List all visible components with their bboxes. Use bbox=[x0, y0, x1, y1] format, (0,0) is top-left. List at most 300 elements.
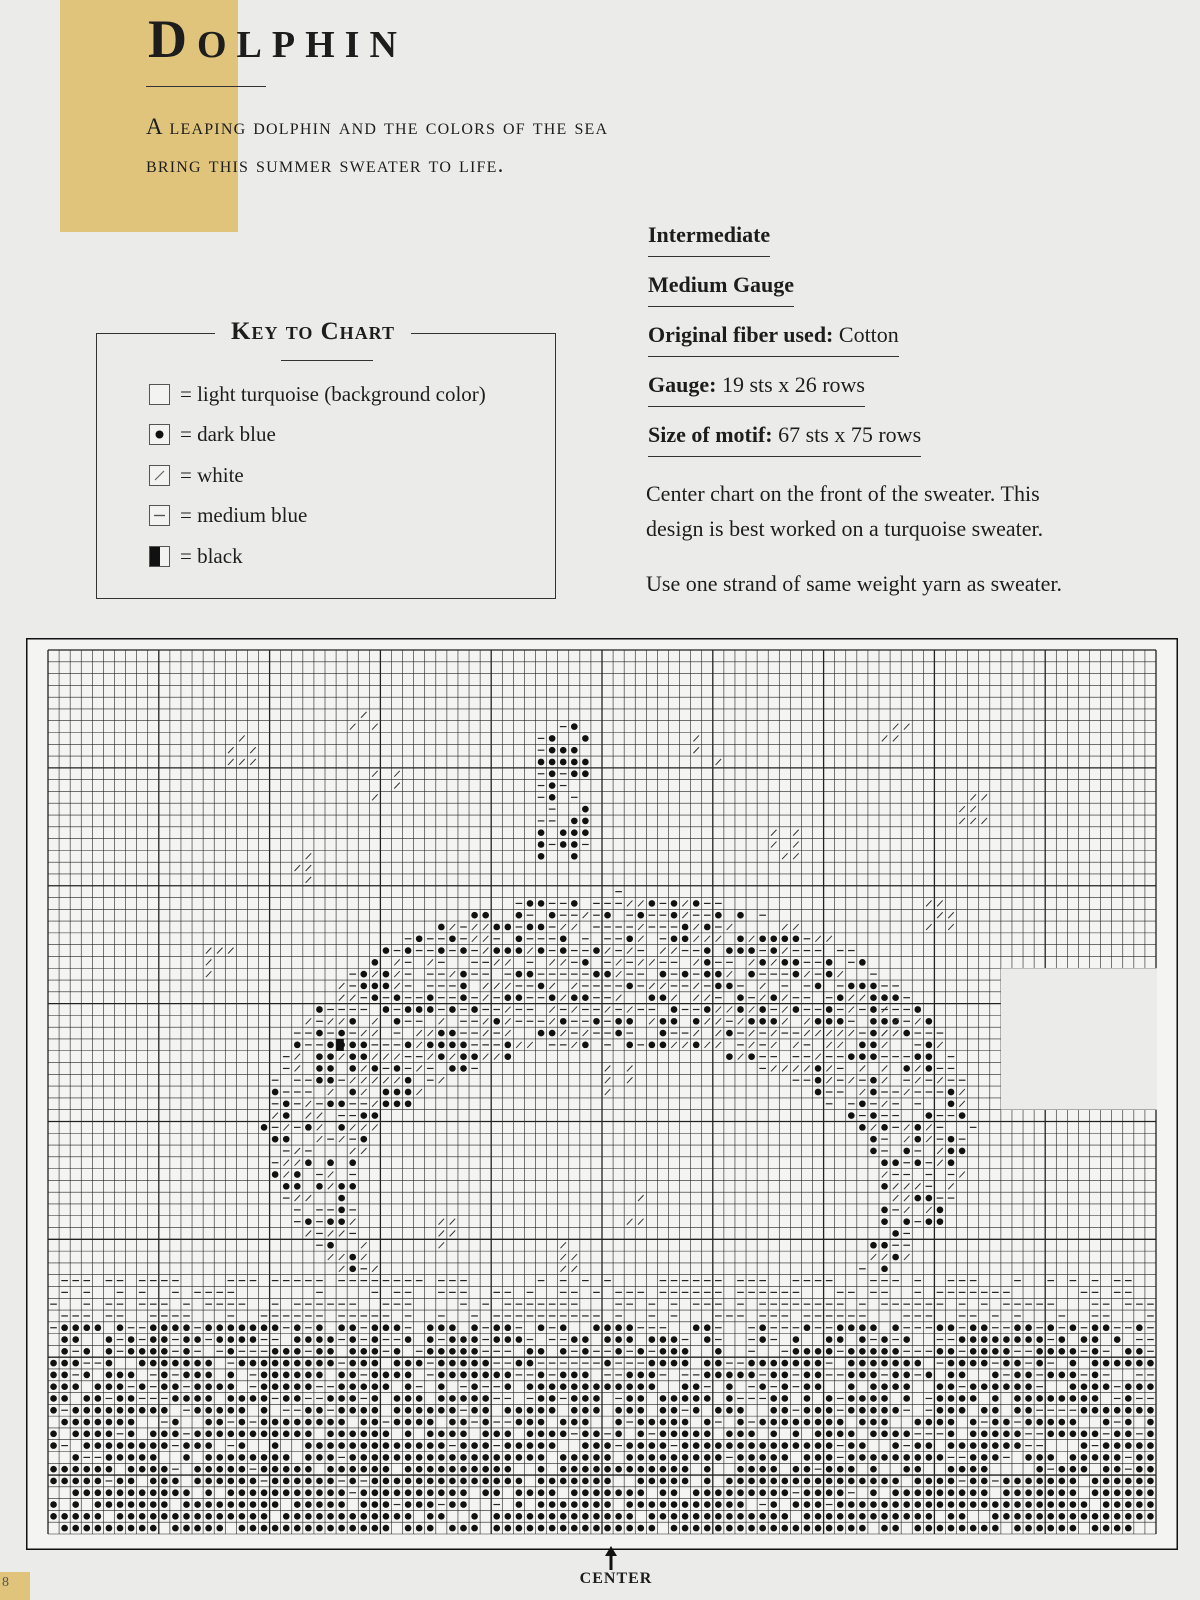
stitch-dark-blue bbox=[471, 1407, 478, 1414]
stitch-dark-blue bbox=[859, 1053, 866, 1060]
stitch-dark-blue bbox=[460, 1360, 467, 1367]
stitch-dark-blue bbox=[770, 1018, 777, 1025]
stitch-dark-blue bbox=[161, 1442, 168, 1449]
stitch-dark-blue bbox=[948, 1148, 955, 1155]
stitch-dark-blue bbox=[261, 1383, 268, 1390]
stitch-dark-blue bbox=[704, 1454, 711, 1461]
stitch-dark-blue bbox=[926, 1053, 933, 1060]
stitch-dark-blue bbox=[881, 1419, 888, 1426]
stitch-dark-blue bbox=[571, 1501, 578, 1508]
stitch-dark-blue bbox=[471, 1372, 478, 1379]
stitch-dark-blue bbox=[1147, 1442, 1154, 1449]
stitch-dark-blue bbox=[272, 1136, 279, 1143]
stitch-dark-blue bbox=[571, 818, 578, 825]
stitch-dark-blue bbox=[937, 1419, 944, 1426]
stitch-dark-blue bbox=[227, 1454, 234, 1461]
stitch-dark-blue bbox=[1014, 1336, 1021, 1343]
stitch-dark-blue bbox=[715, 1525, 722, 1532]
stitch-dark-blue bbox=[327, 1489, 334, 1496]
stitch-dark-blue bbox=[316, 1360, 323, 1367]
stitch-dark-blue bbox=[150, 1348, 157, 1355]
stitch-dark-blue bbox=[106, 1501, 113, 1508]
stitch-dark-blue bbox=[781, 935, 788, 942]
stitch-dark-blue bbox=[261, 1466, 268, 1473]
stitch-dark-blue bbox=[671, 1501, 678, 1508]
stitch-dark-blue bbox=[1136, 1407, 1143, 1414]
stitch-dark-blue bbox=[649, 1042, 656, 1049]
stitch-dark-blue bbox=[272, 1419, 279, 1426]
stitch-dark-blue bbox=[770, 1525, 777, 1532]
stitch-dark-blue bbox=[914, 1489, 921, 1496]
stitch-dark-blue bbox=[948, 1324, 955, 1331]
stitch-dark-blue bbox=[848, 1466, 855, 1473]
stitch-dark-blue bbox=[327, 1525, 334, 1532]
stitch-dark-blue bbox=[804, 1466, 811, 1473]
stitch-dark-blue bbox=[305, 1419, 312, 1426]
stitch-dark-blue bbox=[770, 994, 777, 1001]
stitch-dark-blue bbox=[815, 1442, 822, 1449]
stitch-dark-blue bbox=[848, 1360, 855, 1367]
stitch-dark-blue bbox=[571, 770, 578, 777]
stitch-dark-blue bbox=[327, 1218, 334, 1225]
stitch-dark-blue bbox=[283, 1383, 290, 1390]
stitch-dark-blue bbox=[626, 1395, 633, 1402]
stitch-dark-blue bbox=[892, 1442, 899, 1449]
stitch-dark-blue bbox=[405, 1006, 412, 1013]
stitch-dark-blue bbox=[128, 1407, 135, 1414]
stitch-dark-blue bbox=[504, 1324, 511, 1331]
stitch-dark-blue bbox=[316, 1065, 323, 1072]
stitch-dark-blue bbox=[61, 1383, 68, 1390]
stitch-dark-blue bbox=[970, 1525, 977, 1532]
stitch-dark-blue bbox=[527, 1513, 534, 1520]
stitch-dark-blue bbox=[449, 1466, 456, 1473]
stitch-dark-blue bbox=[1092, 1407, 1099, 1414]
stitch-dark-blue bbox=[427, 1006, 434, 1013]
stitch-dark-blue bbox=[571, 1395, 578, 1402]
stitch-dark-blue bbox=[571, 853, 578, 860]
stitch-dark-blue bbox=[117, 1395, 124, 1402]
stitch-dark-blue bbox=[826, 1442, 833, 1449]
stitch-dark-blue bbox=[748, 1478, 755, 1485]
stitch-dark-blue bbox=[837, 1430, 844, 1437]
stitch-dark-blue bbox=[95, 1478, 102, 1485]
stitch-dark-blue bbox=[227, 1430, 234, 1437]
stitch-dark-blue bbox=[726, 983, 733, 990]
stitch-dark-blue bbox=[316, 1513, 323, 1520]
stitch-dark-blue bbox=[1047, 1419, 1054, 1426]
stitch-dark-blue bbox=[438, 1053, 445, 1060]
stitch-dark-blue bbox=[449, 1501, 456, 1508]
stitch-dark-blue bbox=[95, 1324, 102, 1331]
stitch-dark-blue bbox=[881, 1183, 888, 1190]
stitch-dark-blue bbox=[405, 1478, 412, 1485]
stitch-dark-blue bbox=[405, 1513, 412, 1520]
stitch-dark-blue bbox=[1092, 1489, 1099, 1496]
stitch-dark-blue bbox=[372, 1112, 379, 1119]
stitch-dark-blue bbox=[626, 1454, 633, 1461]
stitch-dark-blue bbox=[1025, 1525, 1032, 1532]
stitch-dark-blue bbox=[327, 1053, 334, 1060]
stitch-dark-blue bbox=[948, 1525, 955, 1532]
stitch-dark-blue bbox=[1070, 1348, 1077, 1355]
stitch-dark-blue bbox=[649, 1360, 656, 1367]
spec-fiber-value: Cotton bbox=[838, 322, 899, 347]
stitch-dark-blue bbox=[1047, 1513, 1054, 1520]
stitch-dark-blue bbox=[261, 1454, 268, 1461]
stitch-dark-blue bbox=[1070, 1525, 1077, 1532]
stitch-dark-blue bbox=[1003, 1348, 1010, 1355]
stitch-dark-blue bbox=[649, 994, 656, 1001]
stitch-dark-blue bbox=[349, 1336, 356, 1343]
stitch-dark-blue bbox=[804, 1525, 811, 1532]
stitch-dark-blue bbox=[859, 1513, 866, 1520]
stitch-dark-blue bbox=[72, 1407, 79, 1414]
stitch-dark-blue bbox=[1014, 1442, 1021, 1449]
stitch-dark-blue bbox=[504, 1478, 511, 1485]
stitch-dark-blue bbox=[194, 1430, 201, 1437]
stitch-dark-blue bbox=[460, 971, 467, 978]
stitch-dark-blue bbox=[671, 935, 678, 942]
stitch-dark-blue bbox=[870, 1501, 877, 1508]
stitch-dark-blue bbox=[261, 1489, 268, 1496]
stitch-dark-blue bbox=[1003, 1336, 1010, 1343]
stitch-dark-blue bbox=[781, 1442, 788, 1449]
stitch-dark-blue bbox=[1058, 1478, 1065, 1485]
stitch-dark-blue bbox=[283, 1513, 290, 1520]
stitch-dark-blue bbox=[959, 1501, 966, 1508]
stitch-dark-blue bbox=[970, 1489, 977, 1496]
stitch-dark-blue bbox=[660, 1442, 667, 1449]
stitch-dark-blue bbox=[227, 1466, 234, 1473]
stitch-dark-blue bbox=[394, 1360, 401, 1367]
stitch-dark-blue bbox=[239, 1466, 246, 1473]
spec-motif-label: Size of motif: bbox=[648, 422, 773, 447]
stitch-dark-blue bbox=[837, 1324, 844, 1331]
stitch-dark-blue bbox=[693, 1324, 700, 1331]
stitch-dark-blue bbox=[161, 1372, 168, 1379]
stitch-dark-blue bbox=[316, 1407, 323, 1414]
stitch-dark-blue bbox=[759, 1442, 766, 1449]
stitch-dark-blue bbox=[1070, 1466, 1077, 1473]
stitch-dark-blue bbox=[926, 1218, 933, 1225]
stitch-dark-blue bbox=[815, 1383, 822, 1390]
stitch-dark-blue bbox=[948, 1513, 955, 1520]
stitch-dark-blue bbox=[194, 1525, 201, 1532]
stitch-dark-blue bbox=[1014, 1513, 1021, 1520]
stitch-dark-blue bbox=[106, 1489, 113, 1496]
stitch-dark-blue bbox=[992, 1419, 999, 1426]
stitch-dark-blue bbox=[937, 1218, 944, 1225]
stitch-dark-blue bbox=[1047, 1348, 1054, 1355]
stitch-dark-blue bbox=[737, 1478, 744, 1485]
stitch-dark-blue bbox=[72, 1489, 79, 1496]
stitch-dark-blue bbox=[250, 1454, 257, 1461]
stitch-dark-blue bbox=[737, 1489, 744, 1496]
stitch-dark-blue bbox=[216, 1466, 223, 1473]
stitch-dark-blue bbox=[914, 1501, 921, 1508]
stitch-dark-blue bbox=[460, 1489, 467, 1496]
stitch-dark-blue bbox=[693, 1430, 700, 1437]
stitch-dark-blue bbox=[759, 1478, 766, 1485]
stitch-dark-blue bbox=[826, 1407, 833, 1414]
stitch-dark-blue bbox=[504, 1383, 511, 1390]
stitch-dark-blue bbox=[482, 1478, 489, 1485]
stitch-dark-blue bbox=[372, 1478, 379, 1485]
stitch-dark-blue bbox=[615, 1324, 622, 1331]
stitch-dark-blue bbox=[527, 1430, 534, 1437]
stitch-dark-blue bbox=[482, 1466, 489, 1473]
stitch-dark-blue bbox=[294, 1513, 301, 1520]
stitch-dark-blue bbox=[781, 1360, 788, 1367]
stitch-dark-blue bbox=[493, 1372, 500, 1379]
stitch-dark-blue bbox=[1058, 1336, 1065, 1343]
stitch-dark-blue bbox=[737, 1006, 744, 1013]
stitch-dark-blue bbox=[593, 1395, 600, 1402]
stitch-dark-blue bbox=[970, 1430, 977, 1437]
stitch-dark-blue bbox=[781, 1372, 788, 1379]
blank-square-icon bbox=[149, 384, 170, 405]
stitch-dark-blue bbox=[837, 1489, 844, 1496]
stitch-dark-blue bbox=[150, 1513, 157, 1520]
stitch-dark-blue bbox=[604, 1501, 611, 1508]
stitch-dark-blue bbox=[239, 1525, 246, 1532]
stitch-dark-blue bbox=[804, 1383, 811, 1390]
stitch-dark-blue bbox=[715, 1489, 722, 1496]
stitch-dark-blue bbox=[128, 1501, 135, 1508]
stitch-dark-blue bbox=[571, 1478, 578, 1485]
stitch-dark-blue bbox=[183, 1324, 190, 1331]
stitch-dark-blue bbox=[571, 723, 578, 730]
stitch-dark-blue bbox=[1003, 1489, 1010, 1496]
stitch-dark-blue bbox=[781, 1395, 788, 1402]
stitch-dark-blue bbox=[272, 1383, 279, 1390]
stitch-dark-blue bbox=[161, 1489, 168, 1496]
stitch-dark-blue bbox=[349, 1466, 356, 1473]
stitch-dark-blue bbox=[715, 1454, 722, 1461]
stitch-dark-blue bbox=[748, 1489, 755, 1496]
stitch-dark-blue bbox=[305, 1489, 312, 1496]
stitch-dark-blue bbox=[394, 1372, 401, 1379]
stitch-dark-blue bbox=[471, 1466, 478, 1473]
stitch-dark-blue bbox=[1147, 1454, 1154, 1461]
stitch-dark-blue bbox=[549, 1489, 556, 1496]
stitch-dark-blue bbox=[493, 1478, 500, 1485]
stitch-dark-blue bbox=[604, 1383, 611, 1390]
stitch-dark-blue bbox=[327, 1077, 334, 1084]
stitch-dark-blue bbox=[261, 1430, 268, 1437]
stitch-dark-blue bbox=[1058, 1525, 1065, 1532]
stitch-dark-blue bbox=[992, 1454, 999, 1461]
stitch-dark-blue bbox=[770, 1430, 777, 1437]
stitch-dark-blue bbox=[671, 1489, 678, 1496]
stitch-dark-blue bbox=[626, 935, 633, 942]
stitch-dark-blue bbox=[793, 971, 800, 978]
stitch-dark-blue bbox=[527, 1419, 534, 1426]
stitch-dark-blue bbox=[117, 1489, 124, 1496]
stitch-dark-blue bbox=[914, 1454, 921, 1461]
stitch-dark-blue bbox=[759, 1324, 766, 1331]
stitch-dark-blue bbox=[305, 1124, 312, 1131]
stitch-dark-blue bbox=[139, 1525, 146, 1532]
stitch-dark-blue bbox=[660, 1395, 667, 1402]
stitch-dark-blue bbox=[106, 1442, 113, 1449]
stitch-dark-blue bbox=[516, 1489, 523, 1496]
stitch-dark-blue bbox=[1103, 1360, 1110, 1367]
stitch-dark-blue bbox=[106, 1466, 113, 1473]
stitch-dark-blue bbox=[272, 1489, 279, 1496]
stitch-dark-blue bbox=[95, 1466, 102, 1473]
stitch-dark-blue bbox=[1058, 1372, 1065, 1379]
stitch-dark-blue bbox=[294, 1324, 301, 1331]
stitch-dark-blue bbox=[405, 1383, 412, 1390]
stitch-dark-blue bbox=[826, 1454, 833, 1461]
stitch-dark-blue bbox=[793, 1501, 800, 1508]
stitch-dark-blue bbox=[781, 1454, 788, 1461]
stitch-dark-blue bbox=[139, 1466, 146, 1473]
stitch-dark-blue bbox=[959, 1407, 966, 1414]
stitch-dark-blue bbox=[83, 1513, 90, 1520]
stitch-dark-blue bbox=[227, 1324, 234, 1331]
stitch-dark-blue bbox=[660, 1348, 667, 1355]
stitch-dark-blue bbox=[715, 1360, 722, 1367]
stitch-dark-blue bbox=[948, 1430, 955, 1437]
stitch-dark-blue bbox=[205, 1372, 212, 1379]
stitch-dark-blue bbox=[205, 1383, 212, 1390]
stitch-dark-blue bbox=[327, 1430, 334, 1437]
stitch-dark-blue bbox=[560, 1348, 567, 1355]
stitch-dark-blue bbox=[914, 1466, 921, 1473]
stitch-dark-blue bbox=[682, 1348, 689, 1355]
stitch-dark-blue bbox=[914, 1124, 921, 1131]
stitch-dark-blue bbox=[283, 1489, 290, 1496]
stitch-dark-blue bbox=[372, 959, 379, 966]
stitch-dark-blue bbox=[1136, 1442, 1143, 1449]
stitch-dark-blue bbox=[1003, 1430, 1010, 1437]
stitch-dark-blue bbox=[72, 1466, 79, 1473]
stitch-dark-blue bbox=[582, 1442, 589, 1449]
stitch-dark-blue bbox=[438, 1383, 445, 1390]
stitch-dark-blue bbox=[870, 1112, 877, 1119]
stitch-dark-blue bbox=[61, 1395, 68, 1402]
stitch-dark-blue bbox=[261, 1124, 268, 1131]
stitch-dark-blue bbox=[394, 1018, 401, 1025]
stitch-dark-blue bbox=[571, 1454, 578, 1461]
stitch-dark-blue bbox=[1036, 1513, 1043, 1520]
stitch-dark-blue bbox=[660, 994, 667, 1001]
stitch-dark-blue bbox=[394, 994, 401, 1001]
stitch-dark-blue bbox=[106, 1454, 113, 1461]
stitch-dark-blue bbox=[516, 1454, 523, 1461]
stitch-dark-blue bbox=[216, 1336, 223, 1343]
stitch-dark-blue bbox=[671, 1336, 678, 1343]
stitch-dark-blue bbox=[1047, 1525, 1054, 1532]
chart-key-list bbox=[149, 374, 486, 577]
stitch-dark-blue bbox=[881, 994, 888, 1001]
stitch-dark-blue bbox=[516, 1513, 523, 1520]
stitch-dark-blue bbox=[926, 1065, 933, 1072]
stitch-dark-blue bbox=[194, 1466, 201, 1473]
stitch-dark-blue bbox=[770, 1513, 777, 1520]
stitch-dark-blue bbox=[637, 1501, 644, 1508]
chart-key bbox=[96, 318, 556, 599]
stitch-dark-blue bbox=[770, 1360, 777, 1367]
stitch-dark-blue bbox=[471, 1454, 478, 1461]
stitch-dark-blue bbox=[571, 1513, 578, 1520]
stitch-dark-blue bbox=[970, 1336, 977, 1343]
stitch-dark-blue bbox=[405, 1100, 412, 1107]
stitch-dark-blue bbox=[1036, 1360, 1043, 1367]
stitch-dark-blue bbox=[759, 959, 766, 966]
stitch-dark-blue bbox=[582, 1407, 589, 1414]
stitch-dark-blue bbox=[682, 1360, 689, 1367]
stitch-dark-blue bbox=[128, 1395, 135, 1402]
filled-square-icon bbox=[149, 546, 170, 567]
stitch-dark-blue bbox=[349, 1254, 356, 1261]
stitch-dark-blue bbox=[1081, 1395, 1088, 1402]
stitch-dark-blue bbox=[815, 1360, 822, 1367]
stitch-dark-blue bbox=[903, 1030, 910, 1037]
stitch-dark-blue bbox=[704, 1395, 711, 1402]
stitch-dark-blue bbox=[493, 924, 500, 931]
stitch-dark-blue bbox=[239, 1419, 246, 1426]
stitch-dark-blue bbox=[682, 1442, 689, 1449]
stitch-dark-blue bbox=[516, 947, 523, 954]
stitch-dark-blue bbox=[383, 983, 390, 990]
stitch-dark-blue bbox=[349, 1053, 356, 1060]
stitch-dark-blue bbox=[593, 971, 600, 978]
stitch-dark-blue bbox=[870, 1136, 877, 1143]
stitch-dark-blue bbox=[161, 1360, 168, 1367]
stitch-dark-blue bbox=[205, 1360, 212, 1367]
stitch-dark-blue bbox=[360, 1430, 367, 1437]
stitch-dark-blue bbox=[327, 1336, 334, 1343]
stitch-dark-blue bbox=[649, 1525, 656, 1532]
stitch-dark-blue bbox=[294, 1183, 301, 1190]
stitch-dark-blue bbox=[538, 1454, 545, 1461]
stitch-dark-blue bbox=[903, 1360, 910, 1367]
stitch-dark-blue bbox=[737, 1442, 744, 1449]
stitch-dark-blue bbox=[704, 947, 711, 954]
stitch-dark-blue bbox=[538, 853, 545, 860]
stitch-dark-blue bbox=[870, 1148, 877, 1155]
stitch-dark-blue bbox=[549, 770, 556, 777]
stitch-dark-blue bbox=[349, 1265, 356, 1272]
stitch-dark-blue bbox=[637, 1478, 644, 1485]
stitch-dark-blue bbox=[948, 1407, 955, 1414]
stitch-dark-blue bbox=[859, 1478, 866, 1485]
stitch-dark-blue bbox=[726, 1395, 733, 1402]
stitch-dark-blue bbox=[349, 1454, 356, 1461]
stitch-dark-blue bbox=[239, 1501, 246, 1508]
stitch-dark-blue bbox=[926, 1454, 933, 1461]
stitch-dark-blue bbox=[394, 1407, 401, 1414]
stitch-dark-blue bbox=[205, 1324, 212, 1331]
stitch-dark-blue bbox=[948, 1478, 955, 1485]
stitch-dark-blue bbox=[1092, 1348, 1099, 1355]
stitch-dark-blue bbox=[272, 1324, 279, 1331]
stitch-dark-blue bbox=[671, 1348, 678, 1355]
stitch-dark-blue bbox=[106, 1430, 113, 1437]
stitch-dark-blue bbox=[870, 1407, 877, 1414]
stitch-dark-blue bbox=[649, 1454, 656, 1461]
stitch-dark-blue bbox=[427, 1525, 434, 1532]
stitch-dark-blue bbox=[383, 1501, 390, 1508]
stitch-dark-blue bbox=[726, 1501, 733, 1508]
stitch-dark-blue bbox=[726, 1383, 733, 1390]
stitch-dark-blue bbox=[183, 1501, 190, 1508]
stitch-dark-blue bbox=[881, 1407, 888, 1414]
